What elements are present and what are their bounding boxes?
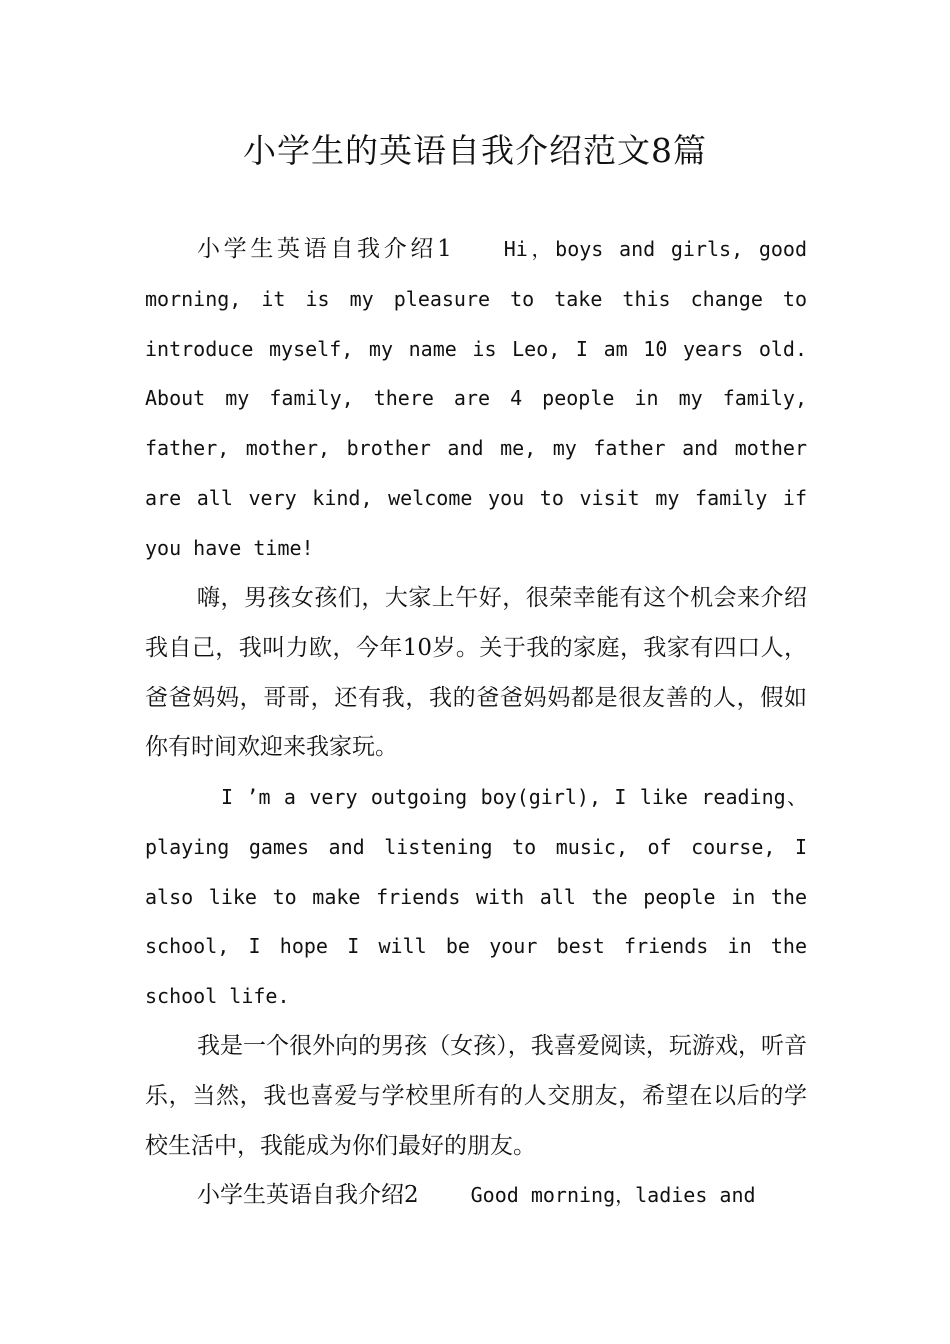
section-1-chinese-paragraph-2: 我是一个很外向的男孩（女孩），我喜爱阅读，玩游戏，听音乐，当然，我也喜爱与学校里所有的人交朋友，希望在以后的学校生活中，我能成为你们最好的朋友。 <box>145 1033 807 1159</box>
document-title: 小学生的英语自我介绍范文8篇 <box>243 131 707 170</box>
section-2-heading: 小学生英语自我介绍2 <box>197 1182 419 1208</box>
section-2-english-paragraph <box>145 1171 807 1221</box>
section-1-english-paragraph-2: I ’m a very outgoing boy(girl), I like reading、playing games and listening to music, of course, I also like to make friends with all the people in the school, I hope I will be your best friends in the school life. <box>145 785 807 1009</box>
section-2-english-text: Good morning，ladies and <box>470 1183 756 1207</box>
section-1-heading: 小学生英语自我介绍1 <box>197 236 452 262</box>
section-1-english-paragraph <box>145 225 807 574</box>
section-1-english-text: Hi，boys and girls, good morning, it is my pleasure to take this change to introduce myself, my name is Leo, I am 10 years old. About my family, there are 4 people in my family, father, mother, brother and me, my father and mother are all very kind, welcome you to visit my family if you have time! <box>145 237 807 560</box>
section-1-chinese-paragraph: 嗨，男孩女孩们，大家上午好，很荣幸能有这个机会来介绍我自己，我叫力欧，今年10岁。关于我的家庭，我家有四口人，爸爸妈妈，哥哥，还有我，我的爸爸妈妈都是很友善的人，假如你有时间欢迎来我家玩。 <box>145 585 807 761</box>
